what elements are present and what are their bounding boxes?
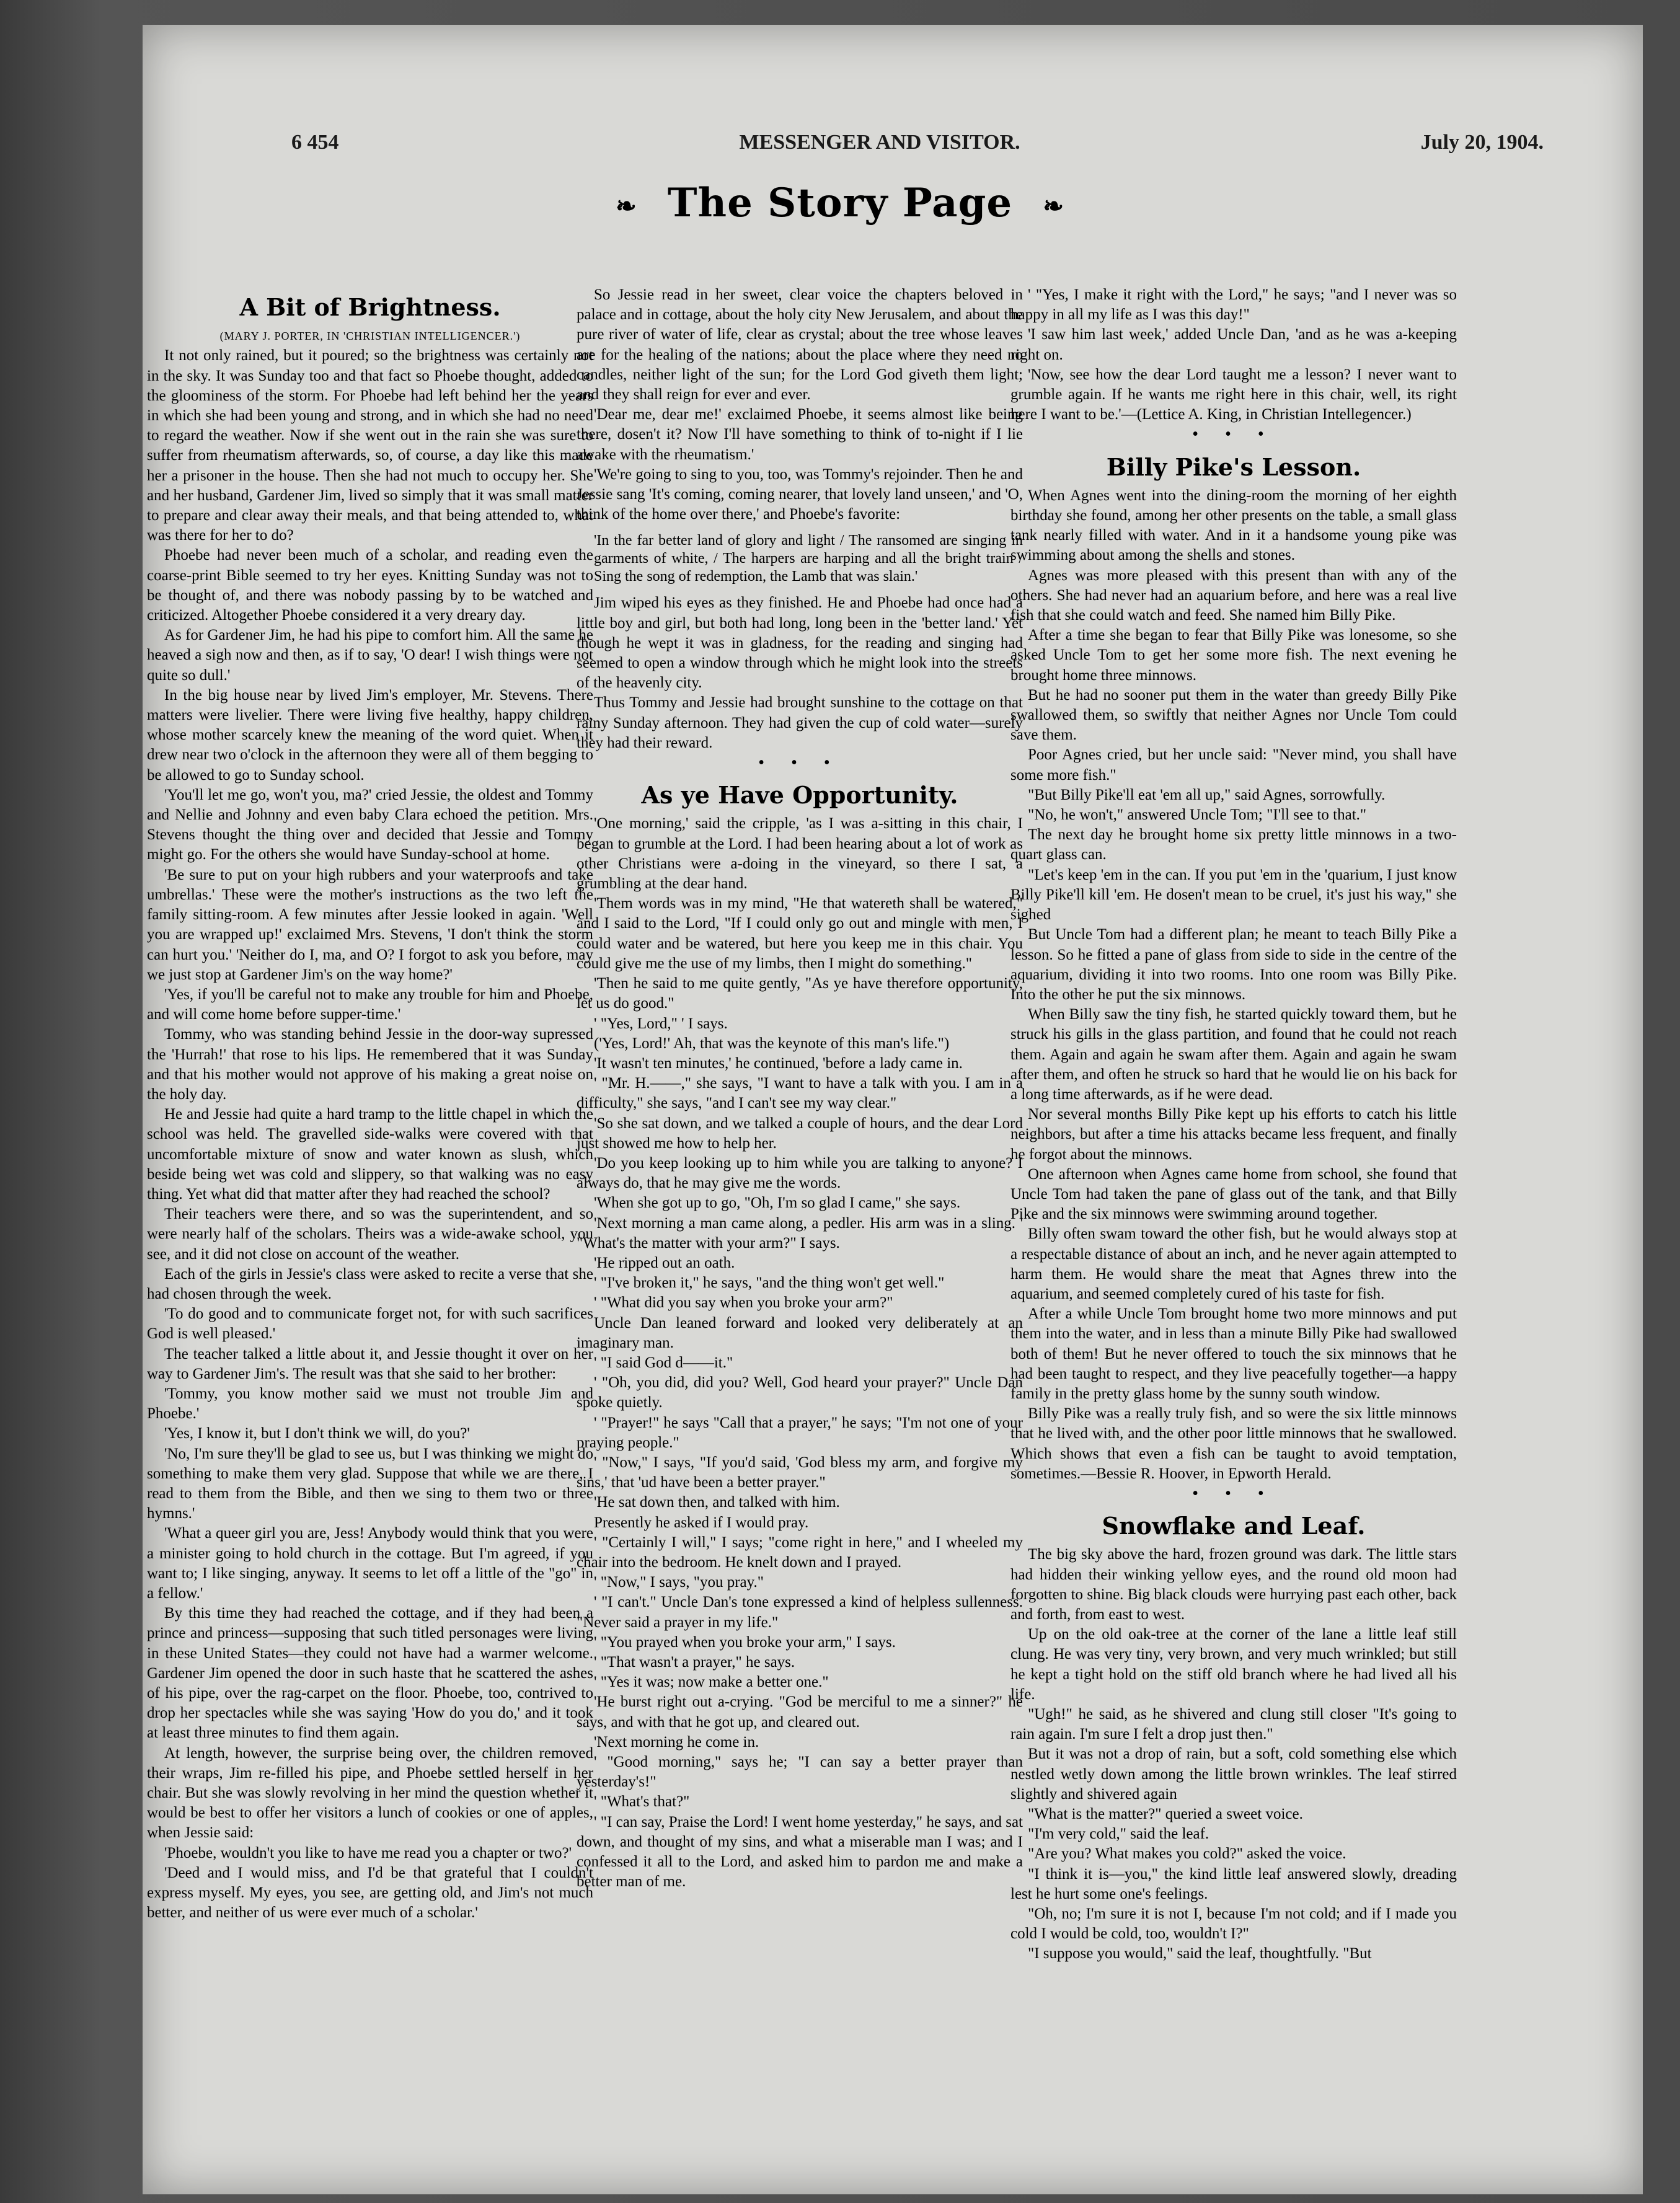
paragraph: Phoebe had never been much of a scholar, and reading even the coarse-print Bible seemed to try her eyes. Knitting Sunday was not to be thought of, and there was nobody passing by to be watched and criticized. Altogether Phoebe considered it a very dreary day.: [147, 547, 593, 624]
paragraph: 'Do you keep looking up to him while you are talking to anyone? I always do, that he may give me the words.: [577, 1154, 1023, 1192]
paragraph: 'It wasn't ten minutes,' he continued, 'before a lady came in.: [594, 1054, 963, 1072]
paragraph: ' "That wasn't a prayer," he says.: [594, 1654, 795, 1671]
paragraph: 'He ripped out an oath.: [594, 1254, 735, 1271]
paragraph: 'Deed and I would miss, and I'd be that grateful that I couldn't express myself. My eyes, you see, are getting old, and Jim's not much better, and neither of us were ever much of a scholar.': [147, 1864, 593, 1922]
hymn-verse: 'In the far better land of glory and light / The ransomed are singing in garments of white, / The harpers are harping and all the bright train / Sing the song of redemption, the Lamb that was slain.': [594, 532, 1023, 585]
paragraph: 'One morning,' said the cripple, 'as I was a-sitting in this chair, I began to grumble at the Lord. I had been hearing about a lot of work as other Christians were a-doing in the vineyard, so there I sat, a grumbling at the dear hand.: [577, 815, 1023, 893]
paragraph: ' "What's that?": [594, 1793, 690, 1811]
paragraph: Nor several months Billy Pike kept up his efforts to catch his little neighbors, but after a time his attacks became less frequent, and finally he forgot about the minnows.: [1010, 1106, 1457, 1163]
paragraph: ' "What did you say when you broke your arm?": [594, 1294, 893, 1312]
column-right: [1010, 285, 1457, 1964]
paragraph: But he had no sooner put them in the water than greedy Billy Pike swallowed them, so swiftly that neither Agnes nor Uncle Tom could save them.: [1010, 686, 1457, 744]
paragraph: He and Jessie had quite a hard tramp to the little chapel in which the school was held. The gravelled side-walks were covered with that uncomfortable mixture of snow and water known as slush, which beside being wet was cold and slippery, so that walking was no easy thing. Yet what did that matter after they had reached the school?: [147, 1106, 593, 1203]
paragraph: Uncle Dan leaned forward and looked very deliberately at an imaginary man.: [577, 1314, 1023, 1351]
paragraph: After a time she began to fear that Billy Pike was lonesome, so she asked Uncle Tom to get her some more fish. The next evening he brought home three minnows.: [1010, 627, 1457, 684]
paragraph: In the big house near by lived Jim's employer, Mr. Stevens. There matters were livelier. There were living five healthy, happy children, whose mother scarcely knew the meaning of the word quiet. When it drew near two o'clock in the afternoon they were all of them begging to be allowed to go to Sunday school.: [147, 686, 593, 784]
paragraph: Each of the girls in Jessie's class were asked to recite a verse that she had chosen through the week.: [147, 1265, 593, 1302]
paragraph: Thus Tommy and Jessie had brought sunshine to the cottage on that rainy Sunday afternoon. They had given the cup of cold water—surely they had their reward.: [577, 694, 1023, 751]
paragraph: 'No, I'm sure they'll be glad to see us, but I was thinking we might do something to make them very glad. Suppose that while we are there, I read to them from the Bible, and then we sing to them two or three hymns.': [147, 1445, 593, 1522]
paragraph: "Are you? What makes you cold?" asked the voice.: [1028, 1845, 1346, 1863]
paragraph: When Agnes went into the dining-room the morning of her eighth birthday she found, among her other presents on the table, a small glass tank nearly filled with water. And in it a handsome young pike was swimming about among the shells and stones.: [1010, 487, 1457, 564]
paragraph: "I'm very cold," said the leaf.: [1028, 1826, 1209, 1843]
paragraph: 'He sat down then, and talked with him.: [594, 1494, 840, 1511]
paragraph: 'Next morning he come in.: [594, 1733, 759, 1750]
paragraph: 'Tommy, you know mother said we must not trouble Jim and Phoebe.': [147, 1385, 593, 1423]
paragraph: By this time they had reached the cottage, and if they had been a prince and princess—supposing that such titled personages were living in these United States—they could not have had a warmer welcome. Gardener Jim opened the door in such haste that he scattered the ashes of his pipe, over the rag-carpet on the floor. Phoebe, too, contrived to drop her spectacles while she was saying 'How do you do,' and it took at least three minutes to find them again.: [147, 1605, 593, 1742]
column-left: [147, 285, 593, 1923]
paragraph: ' "Yes, Lord," ' I says.: [594, 1015, 728, 1032]
paragraph: ' "Mr. H.——," she says, "I want to have a talk with you. I am in a difficulty," she says, "and I can't see my way clear.": [577, 1075, 1023, 1112]
paper-title: MESSENGER AND VISITOR.: [739, 131, 1020, 154]
paragraph: The next day he brought home six pretty little minnows in a two-quart glass can.: [1010, 826, 1457, 863]
paragraph: After a while Uncle Tom brought home two more minnows and put them into the water, and in less than a minute Billy Pike had swallowed both of them! But he never offered to touch the six minnows that he had been taught to respect, and they live peacefully together—a happy family in the pretty glass home by the sunny south window.: [1010, 1305, 1457, 1402]
paragraph: 'What a queer girl you are, Jess! Anybody would think that you were a minister going to hold church in the cottage. But I'm agreed, if you want to; I like singing, anyway. It seems to let off a little of the "go" in a fellow.': [147, 1525, 593, 1602]
paragraph: "But Billy Pike'll eat 'em all up," said Agnes, sorrowfully.: [1028, 786, 1386, 803]
paragraph: When Billy saw the tiny fish, he started quickly toward them, but he struck his gills in the glass partition, and found that he could not reach them. Again and again he swam after them. Again and again he swam after them, and often he struck so hard that he would lie on his back for a long time afterwards, as if he were dead.: [1010, 1006, 1457, 1103]
leaf-ornament-icon: ❧: [616, 192, 637, 221]
section-divider: • • •: [758, 753, 841, 773]
paragraph: ' "Prayer!" he says "Call that a prayer," he says; "I'm not one of your praying people.": [577, 1414, 1023, 1451]
paragraph: 'Now, see how the dear Lord taught me a lesson? I never want to grumble again. If he wants me right here in this chair, well, its right here I want to be.'—(Lettice A. King, in Christian Intellegencer.): [1010, 366, 1457, 423]
paragraph: "I suppose you would," said the leaf, thoughtfully. "But: [1028, 1945, 1372, 1962]
paragraph: 'When she got up to go, "Oh, I'm so glad I came," she says.: [594, 1194, 961, 1212]
paragraph: "I think it is—you," the kind little leaf answered slowly, dreading lest he hurt some one's feelings.: [1010, 1865, 1457, 1902]
article-heading: As ye Have Opportunity.: [641, 781, 958, 810]
paragraph: Their teachers were there, and so was the superintendent, and so were nearly half of the scholars. Theirs was a wide-awake school, you see, and it did not close on account of the weather.: [147, 1206, 593, 1263]
article-heading: Snowflake and Leaf.: [1102, 1512, 1366, 1540]
paragraph: 'You'll let me go, won't you, ma?' cried Jessie, the oldest and Tommy and Nellie and Johnny and even baby Clara echoed the petition. Mrs. Stevens thought the thing over and decided that Jessie and Tommy might go. For the others she would have Sunday-school at home.: [147, 786, 593, 863]
paragraph: One afternoon when Agnes came home from school, she found that Uncle Tom had taken the pane of glass out of the tank, and that Billy Pike and the six minnows were swimming around together.: [1010, 1165, 1457, 1223]
column-middle: [577, 285, 1023, 1892]
paragraph: "What is the matter?" queried a sweet voice.: [1028, 1806, 1303, 1823]
paragraph: Tommy, who was standing behind Jessie in the door-way supressed the 'Hurrah!' that rose to his lips. He remembered that it was Sunday and that his mother would not approve of his making a great noise on the holy day.: [147, 1026, 593, 1103]
paragraph: 'Next morning a man came along, a pedler. His arm was in a sling. ' "What's the matter with your arm?" I says.: [577, 1214, 1023, 1252]
paragraph: 'Yes, I know it, but I don't think we will, do you?': [164, 1425, 470, 1442]
paragraph: ' "Now," I says, "you pray.": [594, 1574, 764, 1591]
paragraph: But Uncle Tom had a different plan; he meant to teach Billy Pike a lesson. So he fitted a pane of glass from side to side in the centre of the aquarium, dividing it into two rooms. Into one room was Billy Pike. Into the other he put the six minnows.: [1010, 926, 1457, 1003]
leaf-ornament-icon: ❧: [1043, 192, 1064, 221]
section-divider: • • •: [1192, 425, 1275, 444]
paragraph: 'Them words was in my mind, "He that watereth shall be watered," and I said to the Lord, "If I could only go out and mingle with men, I could water and be watered, but here you keep me in this chair. You could give me the use of my limbs, then I might do something.": [577, 895, 1023, 972]
paragraph: ' "You prayed when you broke your arm," I says.: [594, 1633, 896, 1651]
paragraph: 'Then he said to me quite gently, "As ye have therefore opportunity, let us do good.": [577, 975, 1023, 1012]
paragraph: Up on the old oak-tree at the corner of the lane a little leaf still clung. He was very tiny, very brown, and very much wrinkled; but still he kept a tight hold on the stiff old branch where he had lived all his life.: [1010, 1626, 1457, 1703]
paragraph: 'Phoebe, wouldn't you like to have me read you a chapter or two?': [164, 1844, 572, 1861]
paragraph: ' "Now," I says, "If you'd said, 'God bless my arm, and forgive my sins,' that 'ud have been a better prayer.": [577, 1454, 1023, 1491]
paragraph: Agnes was more pleased with this present than with any of the others. She had never had an aquarium before, and here was a real live fish that she could watch and feed. She named him Billy Pike.: [1010, 567, 1457, 624]
paragraph: Billy Pike was a really truly fish, and so were the six little minnows that he lived with, and the other poor little minnows that he swallowed. Which shows that even a fish can be taught to avoid temptation, sometimes.—Bessie R. Hoover, in Epworth Herald.: [1010, 1405, 1457, 1482]
article-heading: Billy Pike's Lesson.: [1106, 453, 1361, 481]
paragraph: ' "I can't." Uncle Dan's tone expressed a kind of helpless sullenness. "Never said a prayer in my life.": [577, 1594, 1023, 1631]
paragraph: Presently he asked if I would pray.: [594, 1514, 809, 1531]
story-page-banner: [0, 180, 1680, 226]
paragraph: 'To do good and to communicate forget not, for with such sacrifices God is well pleased.': [147, 1305, 593, 1343]
paragraph: ' "I've broken it," he says, "and the thing won't get well.": [594, 1274, 945, 1292]
page-header: [291, 118, 1544, 167]
paragraph: "No, he won't," answered Uncle Tom; "I'll see to that.": [1028, 806, 1367, 824]
paragraph: 'I saw him last week,' added Uncle Dan, 'and as he was a-keeping right on.: [1010, 326, 1457, 363]
issue-date: July 20, 1904.: [1420, 131, 1544, 154]
banner-title: The Story Page: [667, 180, 1013, 226]
paragraph: Jim wiped his eyes as they finished. He and Phoebe had once had a little boy and girl, but both had long, long been in the 'better land.' Yet though he wept it was in gladness, for the reading and singing had seemed to open a window through which he might look into the streets of the heavenly city.: [577, 594, 1023, 692]
paragraph: ' "Yes it was; now make a better one.": [594, 1674, 829, 1691]
paragraph: "Let's keep 'em in the can. If you put 'em in the 'quarium, I just know Billy Pike'll kill 'em. He dosen't mean to be cruel, it's just his way," she sighed: [1010, 866, 1457, 924]
paragraph: The teacher talked a little about it, and Jessie thought it over on her way to Gardener Jim's. The result was that she said to her brother:: [147, 1345, 593, 1382]
paragraph: ' "Certainly I will," I says; "come right in here," and I wheeled my chair into the bedroom. He knelt down and I prayed.: [577, 1534, 1023, 1571]
paragraph: 'So she sat down, and we talked a couple of hours, and the dear Lord just showed me how to help her.: [577, 1115, 1023, 1152]
paragraph: So Jessie read in her sweet, clear voice the chapters beloved in palace and in cottage, about the holy city New Jerusalem, and about the pure river of water of life, clear as crystal; about the tree whose leaves are for the healing of the nations; about the place where they need no candles, neither light of the sun; for the Lord God giveth them light; and they shall reign for ever and ever.: [577, 286, 1023, 404]
paragraph: Billy often swam toward the other fish, but he would always stop at a respectable distance of about an inch, and he never again attempted to harm them. He would share the meat that Agnes threw into the aquarium, and seemed completely cured of his taste for fish.: [1010, 1225, 1457, 1302]
paragraph: The big sky above the hard, frozen ground was dark. The little stars had hidden their winking yellow eyes, and the round old moon had forgotten to shine. Big black clouds were hurrying past each other, back and forth, from east to west.: [1010, 1546, 1457, 1623]
paragraph: 'Dear me, dear me!' exclaimed Phoebe, it seems almost like being there, dosen't it? Now I'll have something to think of to-night if I lie awake with the rheumatism.': [577, 406, 1023, 463]
paragraph: ' "Yes, I make it right with the Lord," he says; "and I never was so happy in all my life as I was this day!": [1010, 286, 1457, 324]
paragraph: ' "I can say, Praise the Lord! I went home yesterday," he says, and sat down, and thought of my sins, and what a miserable man I was; and I confessed it all to the Lord, and asked him to pardon me and make a better man of me.: [577, 1813, 1023, 1891]
article-byline: (MARY J. PORTER, IN 'CHRISTIAN INTELLIGENCER.'): [219, 330, 521, 343]
paragraph: It not only rained, but it poured; so the brightness was certainly not in the sky. It was Sunday too and that fact so Phoebe thought, added to the gloominess of the storm. For Phoebe had left behind her the years in which she had been young and strong, and in which she had no need to regard the weather. Now if she went out in the rain she was sure to suffer from rheumatism afterwards, so, of course, a day like this made her a prisoner in the house. Then she had not much to occupy her. She and her husband, Gardener Jim, lived so simply that it was small matter to prepare and clear away their meals, and that being attended to, what was there for her to do?: [147, 347, 593, 544]
paragraph: ' "Good morning," says he; "I can say a better prayer than yesterday's!": [577, 1754, 1023, 1791]
paragraph: 'Be sure to put on your high rubbers and your waterproofs and take umbrellas.' These were the mother's instructions as the two left the family sitting-room. A few minutes after Jessie looked in again. 'Well you are wrapped up!' exclaimed Mrs. Stevens, 'I don't think the storm can hurt you.' 'Neither do I, ma, and O? I forgot to ask you before, may we just stop at Gardener Jim's on the way home?': [147, 866, 593, 983]
paragraph: "Ugh!" he said, as he shivered and clung still closer "It's going to rain again. I'm sure I felt a drop just then.": [1010, 1706, 1457, 1743]
paragraph: 'We're going to sing to you, too, was Tommy's rejoinder. Then he and Jessie sang 'It's coming, coming nearer, that lovely land unseen,' and 'O, think of the home over there,' and Phoebe's favorite:: [577, 466, 1023, 523]
paragraph: ' "I said God d——it.": [594, 1354, 733, 1371]
page-number: 6 454: [291, 131, 339, 154]
paragraph: Poor Agnes cried, but her uncle said: "Never mind, you shall have some more fish.": [1010, 746, 1457, 784]
paragraph: But it was not a drop of rain, but a soft, cold something else which nestled wetly down among the little brown wrinkles. The leaf stirred slightly and shivered again: [1010, 1746, 1457, 1803]
section-divider: • • •: [1192, 1483, 1275, 1503]
paragraph: 'Yes, if you'll be careful not to make any trouble for him and Phoebe, and will come home before supper-time.': [147, 986, 593, 1023]
paragraph: At length, however, the surprise being over, the children removed their wraps, Jim re-filled his pipe, and Phoebe settled herself in her chair. But she was slowly revolving in her mind the question whether it would be best to offer her visitors a lunch of cookies or one of apples, when Jessie said:: [147, 1744, 593, 1842]
paragraph: "Oh, no; I'm sure it is not I, because I'm not cold; and if I made you cold I would be cold, too, wouldn't I?": [1010, 1905, 1457, 1943]
paragraph: 'He burst right out a-crying. "God be merciful to me a sinner?" he says, and with that he got up, and cleared out.: [577, 1693, 1023, 1731]
paragraph: As for Gardener Jim, he had his pipe to comfort him. All the same he heaved a sigh now and then, as if to say, 'O dear! I wish things were not quite so dull.': [147, 627, 593, 684]
paragraph: ('Yes, Lord!' Ah, that was the keynote of this man's life."): [594, 1035, 950, 1052]
article-heading: A Bit of Brightness.: [239, 293, 501, 321]
paragraph: ' "Oh, you did, did you? Well, God heard your prayer?" Uncle Dan spoke quietly.: [577, 1374, 1023, 1411]
